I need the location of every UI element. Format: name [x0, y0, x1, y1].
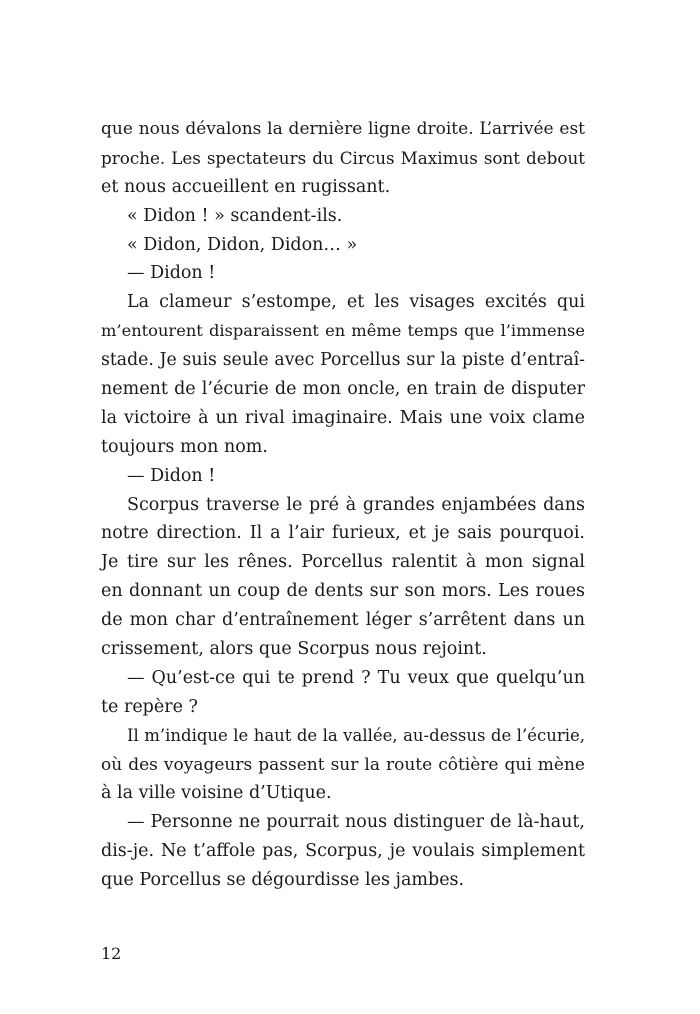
text-line: la victoire à un rival imaginaire. Mais une voix clame: [101, 407, 585, 428]
text-line: que Porcellus se dégourdisse les jambes.: [101, 870, 465, 891]
text-line: crissement, alors que Scorpus nous rejoint.: [101, 639, 487, 660]
text-line: notre direction. Il a l’air furieux, et je sais pourquoi.: [101, 523, 585, 544]
text-line: de mon char d’entraînement léger s’arrêtent dans un: [101, 610, 585, 631]
text-line: en donnant un coup de dents sur son mors. Les roues: [101, 581, 585, 602]
text-line: « Didon ! » scandent-ils.: [127, 205, 343, 226]
body-text: [101, 115, 585, 895]
text-line: proche. Les spectateurs du Circus Maximus sont debout: [101, 147, 585, 168]
text-line: dis-je. Ne t’affole pas, Scorpus, je voulais simplement: [101, 841, 585, 862]
text-line: — Qu’est-ce qui te prend ? Tu veux que quelqu’un: [127, 667, 585, 688]
text-line: que nous dévalons la dernière ligne droite. L’arrivée est: [101, 119, 585, 139]
text-line: — Didon !: [127, 465, 216, 486]
text-line: toujours mon nom.: [101, 436, 268, 457]
text-line: Il m’indique le haut de la vallée, au-dessus de l’écurie,: [127, 725, 585, 745]
text-line: — Personne ne pourrait nous distinguer de là-haut,: [127, 812, 585, 833]
text-line: La clameur s’estompe, et les visages excités qui: [127, 292, 585, 313]
text-line: où des voyageurs passent sur la route côtière qui mène: [101, 754, 585, 775]
page-number: 12: [101, 944, 122, 963]
text-line: Je tire sur les rênes. Porcellus ralentit à mon signal: [101, 552, 585, 573]
text-line: et nous accueillent en rugissant.: [101, 176, 391, 197]
text-line: m’entourent disparaissent en même temps que l’immense: [101, 321, 585, 341]
text-line: te repère ?: [101, 696, 198, 717]
text-line: à la ville voisine d’Utique.: [101, 783, 332, 804]
text-line: « Didon, Didon, Didon… »: [127, 234, 358, 255]
text-line: stade. Je suis seule avec Porcellus sur la piste d’entraî-: [101, 350, 585, 371]
text-line: nement de l’écurie de mon oncle, en train de disputer: [101, 379, 585, 400]
text-line: — Didon !: [127, 263, 216, 284]
text-line: Scorpus traverse le pré à grandes enjambées dans: [127, 494, 585, 515]
